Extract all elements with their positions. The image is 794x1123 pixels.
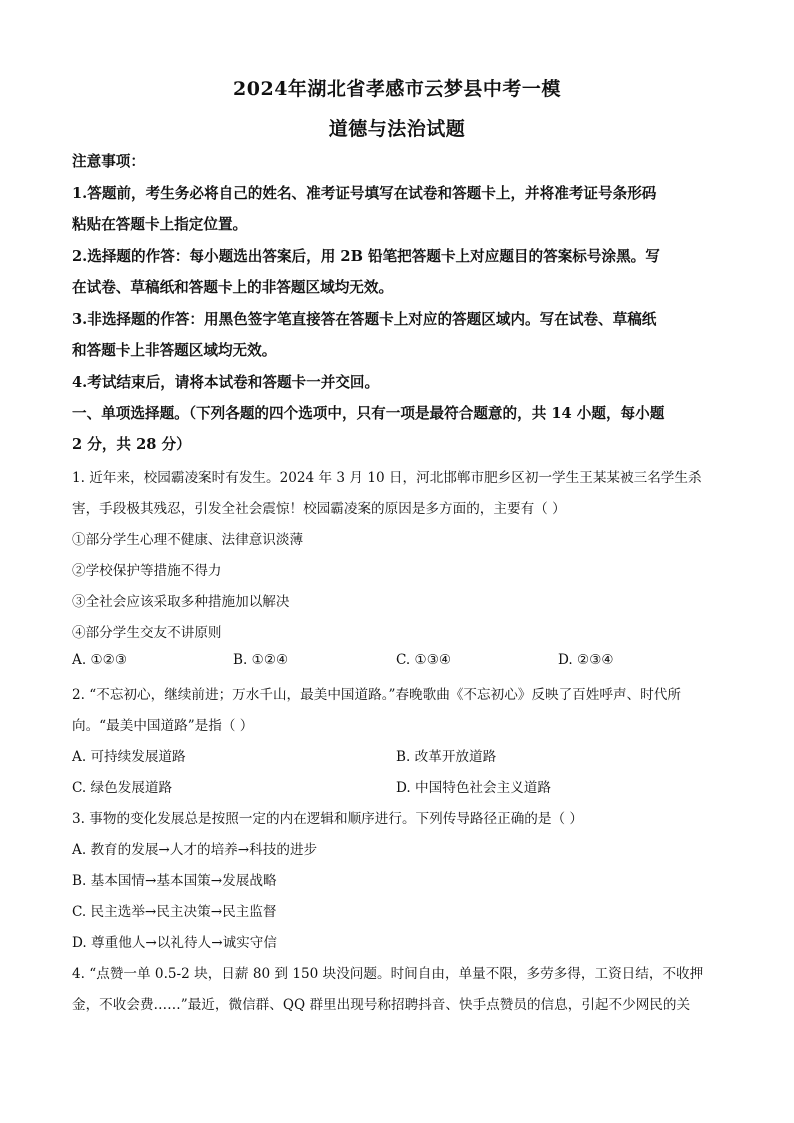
- notice-item-4: 4.考试结束后，请将本试卷和答题卡一并交回。: [72, 374, 380, 391]
- notice-item-2-line-2: 在试卷、草稿纸和答题卡上的非答题区域均无效。: [72, 279, 394, 296]
- notice-item-1-line-2: 粘贴在答题卡上指定位置。: [72, 216, 248, 233]
- notice-heading: 注意事项：: [72, 153, 145, 170]
- q2-option-b: B. 改革开放道路: [396, 749, 497, 765]
- q1-option-a: A. ①②③: [72, 652, 128, 668]
- exam-subject: 道德与法治试题: [328, 118, 466, 140]
- q1-statement-4: ④部分学生交友不讲原则: [72, 625, 222, 641]
- q4-stem-line-1: 4. “点赞一单 0.5-2 块，日薪 80 到 150 块没问题。时间自由，单量不限，多劳多得，工资日结，不收押: [72, 966, 704, 982]
- q1-option-c: C. ①③④: [396, 652, 452, 668]
- q3-option-a: A. 教育的发展→人才的培养→科技的进步: [72, 842, 318, 858]
- q2-stem-line-1: 2. “不忘初心，继续前进；万水千山，最美中国道路。”春晚歌曲《不忘初心》反映了百姓呼声、时代所: [72, 687, 681, 703]
- q1-statement-2: ②学校保护等措施不得力: [72, 563, 222, 579]
- q3-option-d: D. 尊重他人→以礼待人→诚实守信: [72, 935, 277, 951]
- q1-stem-line-1: 1. 近年来，校园霸凌案时有发生。2024 年 3 月 10 日，河北邯郸市肥乡区初一学生王某某被三名学生杀: [72, 470, 702, 486]
- q1-stem-line-2: 害，手段极其残忍，引发全社会震惊！校园霸凌案的原因是多方面的，主要有（ ）: [72, 501, 566, 517]
- q2-stem-line-2: 向。“最美中国道路”是指（ ）: [72, 718, 254, 734]
- exam-title: 2024年湖北省孝感市云梦县中考一模: [233, 78, 561, 100]
- q1-statement-1: ①部分学生心理不健康、法律意识淡薄: [72, 532, 304, 548]
- q3-option-c: C. 民主选举→民主决策→民主监督: [72, 904, 277, 920]
- section-heading-line-1: 一、单项选择题。（下列各题的四个选项中，只有一项是最符合题意的，共 14 小题，每小题: [72, 405, 665, 422]
- q2-option-d: D. 中国特色社会主义道路: [396, 780, 551, 796]
- notice-item-3-line-1: 3.非选择题的作答：用黑色签字笔直接答在答题卡上对应的答题区域内。写在试卷、草稿纸: [72, 311, 657, 328]
- q2-option-a: A. 可持续发展道路: [72, 749, 186, 765]
- notice-item-3-line-2: 和答题卡上非答题区域均无效。: [72, 342, 277, 359]
- q3-option-b: B. 基本国情→基本国策→发展战略: [72, 873, 277, 889]
- section-heading-line-2: 2 分，共 28 分）: [72, 436, 191, 453]
- notice-item-1-line-1: 1.答题前，考生务必将自己的姓名、准考证号填写在试卷和答题卡上，并将准考证号条形码: [72, 185, 657, 202]
- q1-option-b: B. ①②④: [233, 652, 289, 668]
- q3-stem: 3. 事物的变化发展总是按照一定的内在逻辑和顺序进行。下列传导路径正确的是（ ）: [72, 811, 583, 827]
- q2-option-c: C. 绿色发展道路: [72, 780, 173, 796]
- q4-stem-line-2: 金，不收会费……”最近，微信群、QQ 群里出现号称招聘抖音、快手点赞员的信息，引起不少网民的关: [72, 997, 691, 1013]
- q1-option-d: D. ②③④: [558, 652, 614, 668]
- notice-item-2-line-1: 2.选择题的作答：每小题选出答案后，用 2B 铅笔把答题卡上对应题目的答案标号涂黑。写: [72, 248, 660, 265]
- q1-statement-3: ③全社会应该采取多种措施加以解决: [72, 594, 290, 610]
